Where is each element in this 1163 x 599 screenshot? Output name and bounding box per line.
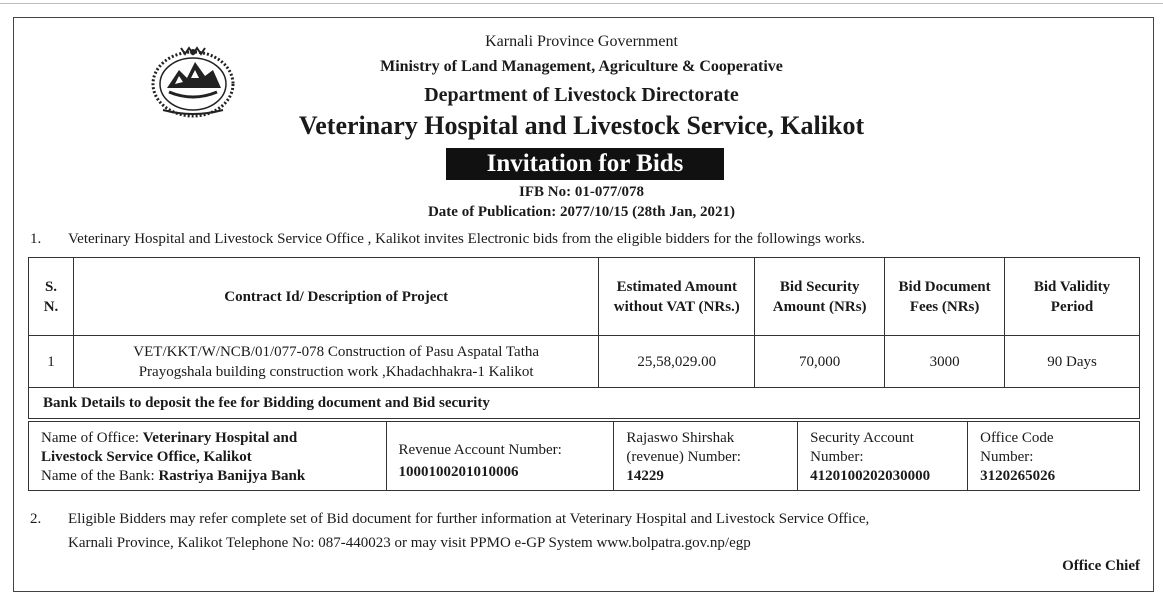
bid-table bbox=[28, 257, 1140, 419]
security-label-line2: Number: bbox=[810, 449, 864, 465]
header-sn: S. N. bbox=[29, 258, 74, 336]
officecode-value: 3120265026 bbox=[980, 468, 1056, 484]
government-name: Karnali Province Government bbox=[485, 33, 678, 50]
paragraph-2 bbox=[30, 511, 869, 528]
row-fees: 3000 bbox=[885, 336, 1005, 388]
row-security: 70,000 bbox=[755, 336, 885, 388]
rajaswo-value: 14229 bbox=[626, 468, 664, 484]
table-row bbox=[29, 336, 1140, 388]
security-value: 4120100202030000 bbox=[810, 468, 931, 484]
header-description: Contract Id/ Description of Project bbox=[73, 258, 598, 336]
bank-details-table bbox=[28, 421, 1140, 491]
top-divider bbox=[0, 3, 1163, 4]
bank-value: Rastriya Banijya Bank bbox=[158, 468, 306, 484]
office-value-line2: Livestock Service Office, Kalikot bbox=[41, 449, 252, 465]
rajaswo-label-line1: Rajaswo Shirshak bbox=[626, 430, 735, 446]
rajaswo-cell bbox=[614, 422, 798, 491]
header-fees: Bid Document Fees (NRs) bbox=[885, 258, 1005, 336]
bank-details-row bbox=[29, 422, 1140, 491]
nepal-government-emblem-icon bbox=[145, 40, 241, 120]
bank-heading: Bank Details to deposit the fee for Bidding document and Bid security bbox=[29, 388, 1140, 419]
ministry-name: Ministry of Land Management, Agriculture & Cooperative bbox=[380, 58, 783, 75]
row-description bbox=[73, 336, 598, 388]
invitation-banner: Invitation for Bids bbox=[446, 148, 724, 180]
bank-label: Name of the Bank: bbox=[41, 468, 155, 484]
officecode-label-line1: Office Code bbox=[980, 430, 1054, 446]
header-estimated: Estimated Amount without VAT (NRs.) bbox=[599, 258, 755, 336]
row-description-line1: VET/KKT/W/NCB/01/077-078 Construction of Pasu Aspatal Tatha bbox=[133, 343, 540, 360]
security-label-line1: Security Account bbox=[810, 430, 914, 446]
paragraph-1-text: Veterinary Hospital and Livestock Service Office , Kalikot invites Electronic bids from the eligible bidders for the followings works. bbox=[68, 231, 866, 247]
row-estimated: 25,58,029.00 bbox=[599, 336, 755, 388]
paragraph-2-line2: Karnali Province, Kalikot Telephone No: 087-440023 or may visit PPMO e-GP System www.bolpatra.gov.np/egp bbox=[68, 535, 751, 551]
row-sn: 1 bbox=[29, 336, 74, 388]
security-account-cell bbox=[798, 422, 968, 491]
office-name: Veterinary Hospital and Livestock Service, Kalikot bbox=[298, 111, 865, 140]
bank-heading-row bbox=[29, 388, 1140, 419]
office-label: Name of Office: bbox=[41, 430, 140, 446]
rajaswo-label-line2: (revenue) Number: bbox=[626, 449, 741, 465]
revenue-cell bbox=[386, 422, 614, 491]
header-security: Bid Security Amount (NRs) bbox=[755, 258, 885, 336]
paragraph-1 bbox=[30, 231, 865, 248]
office-code-cell bbox=[968, 422, 1140, 491]
bid-table-header-row bbox=[29, 258, 1140, 336]
officecode-label-line2: Number: bbox=[980, 449, 1034, 465]
paragraph-2-line1: Eligible Bidders may refer complete set of Bid document for further information at Veterinary Hospital and Livestock Service Office, bbox=[68, 511, 870, 527]
ifb-number: IFB No: 01-077/078 bbox=[519, 184, 644, 200]
office-cell bbox=[29, 422, 387, 491]
paragraph-2-number: 2. bbox=[30, 511, 42, 527]
revenue-value: 1000100201010006 bbox=[398, 464, 519, 480]
revenue-label: Revenue Account Number: bbox=[398, 442, 562, 458]
row-validity: 90 Days bbox=[1005, 336, 1140, 388]
publication-date: Date of Publication: 2077/10/15 (28th Jan, 2021) bbox=[427, 204, 736, 220]
office-value-line1: Veterinary Hospital and bbox=[142, 430, 298, 446]
paragraph-1-number: 1. bbox=[30, 231, 42, 247]
department-name: Department of Livestock Directorate bbox=[424, 84, 739, 106]
header-validity: Bid Validity Period bbox=[1005, 258, 1140, 336]
signature: Office Chief bbox=[1062, 558, 1140, 574]
row-description-line2: Prayogshala building construction work ,Khadachhakra-1 Kalikot bbox=[138, 363, 534, 380]
